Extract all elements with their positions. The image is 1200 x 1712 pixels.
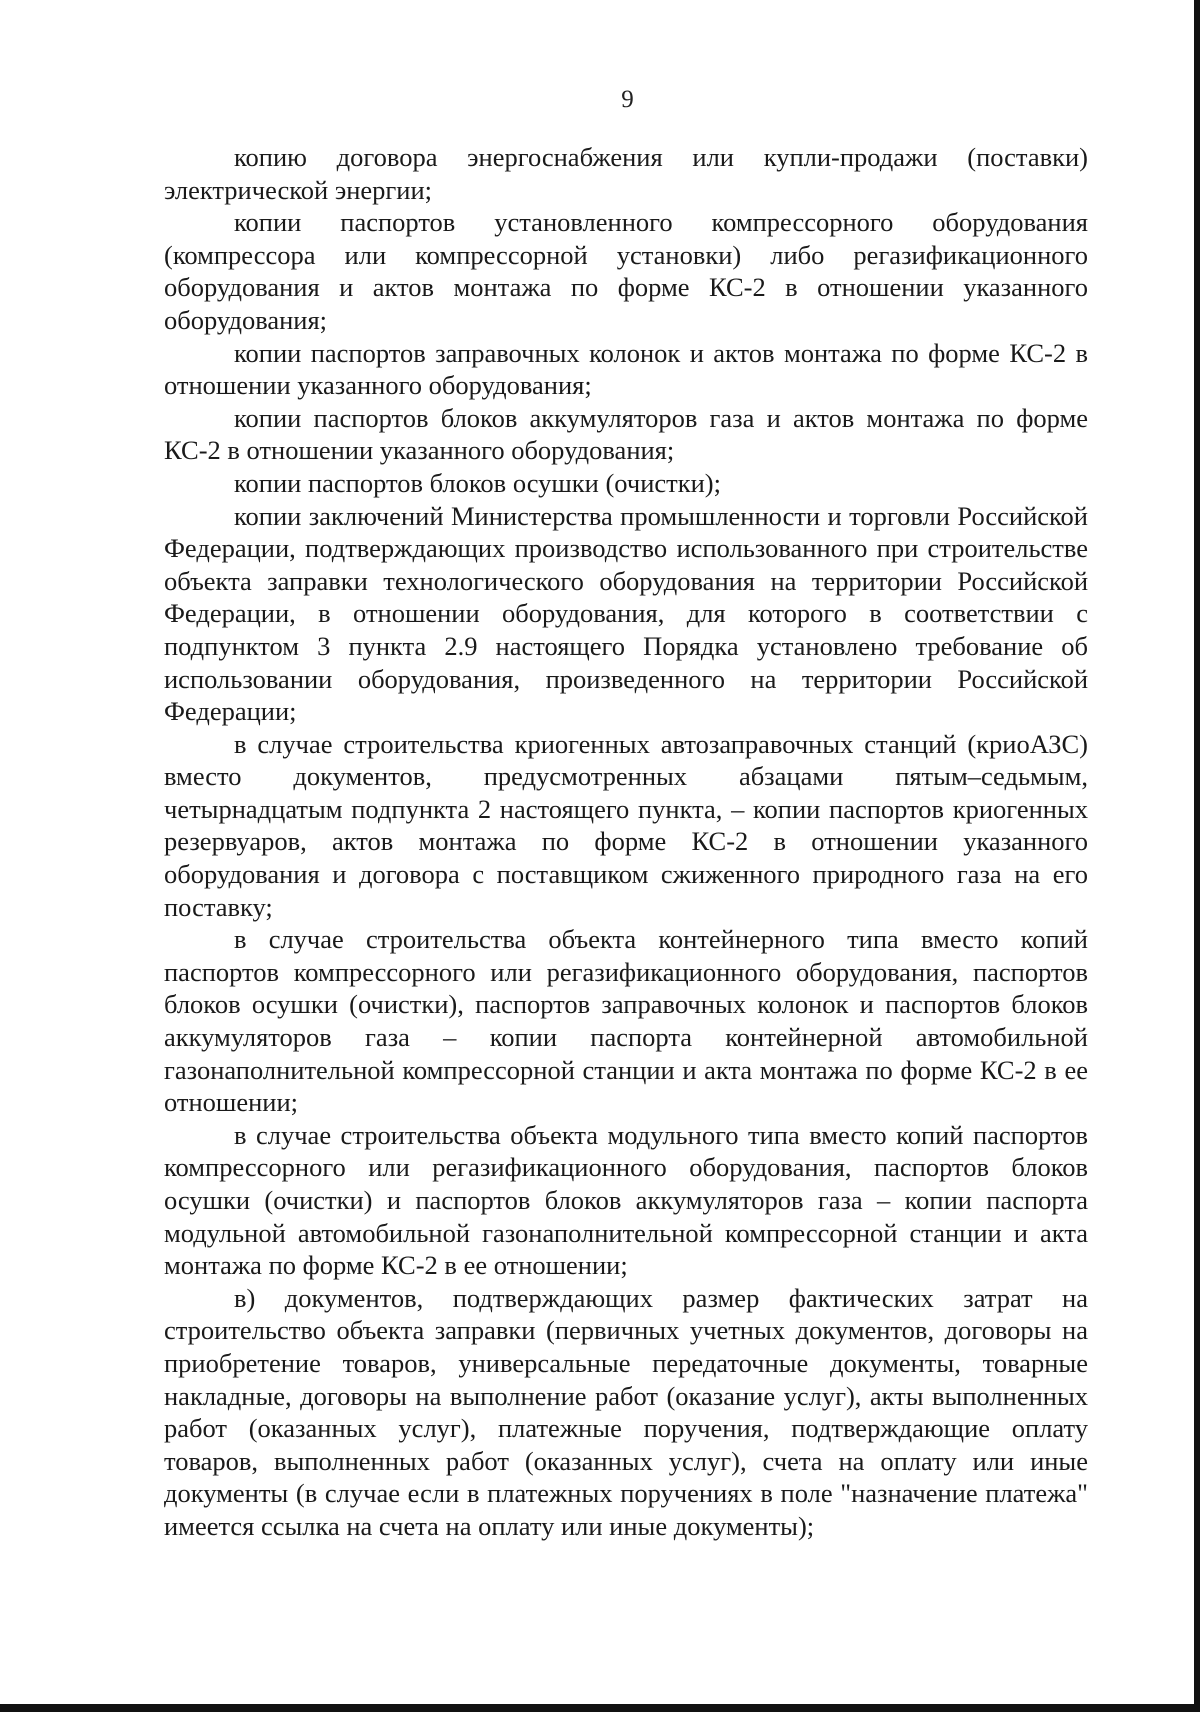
paragraph: копию договора энергоснабжения или купли-продажи (поставки) электрической энергии; <box>164 142 1088 205</box>
paragraph: в случае строительства объекта модульного типа вместо копий паспортов компрессорного или регазификационного оборудования, паспортов блоков осушки (очистки) и паспортов блоков аккумуляторов газа – копии паспорта модульной автомобильной газонаполнительной компрессорной станции и акта монтажа по форме КС-2 в ее отношении; <box>164 1119 1088 1281</box>
paragraph: в) документов, подтверждающих размер фактических затрат на строительство объекта заправки (первичных учетных документов, договоры на приобретение товаров, универсальные передаточные документы, товарные накладные, договоры на выполнение работ (оказание услуг), акты выполненных работ (оказанных услуг), платежные поручения, подтверждающие оплату товаров, выполненных работ (оказанных услуг), счета на оплату или иные документы (в случае если в платежных поручениях в поле "назначение платежа" имеется ссылка на счета на оплату или иные документы); <box>164 1282 1088 1541</box>
paragraph: копии паспортов установленного компрессорного оборудования (компрессора или компрессорной установки) либо регазификационного оборудования и актов монтажа по форме КС-2 в отношении указанного оборудования; <box>164 207 1088 335</box>
scan-edge-right <box>1194 0 1200 1712</box>
page-number: 9 <box>621 86 634 113</box>
paragraph: в случае строительства объекта контейнерного типа вместо копий паспортов компрессорного или регазификационного оборудования, паспортов блоков осушки (очистки), паспортов заправочных колонок и паспортов блоков аккумуляторов газа – копии паспорта контейнерной автомобильной газонаполнительной компрессорной станции и акта монтажа по форме КС-2 в ее отношении; <box>164 924 1088 1118</box>
scan-edge-bottom <box>0 1704 1200 1712</box>
document-body <box>164 141 1088 1543</box>
paragraph: в случае строительства криогенных автозаправочных станций (криоАЗС) вместо документов, предусмотренных абзацами пятым–седьмым, четырнадцатым подпункта 2 настоящего пункта, – копии паспортов криогенных резервуаров, актов монтажа по форме КС-2 в отношении указанного оборудования и договора с поставщиком сжиженного природного газа на его поставку; <box>164 728 1088 922</box>
paragraph: копии заключений Министерства промышленности и торговли Российской Федерации, подтверждающих производство использованного при строительстве объекта заправки технологического оборудования на территории Российской Федерации, в отношении оборудования, для которого в соответствии с подпунктом 3 пункта 2.9 настоящего Порядка установлено требование об использовании оборудования, произведенного на территории Российской Федерации; <box>164 500 1088 727</box>
paragraph: копии паспортов блоков аккумуляторов газа и актов монтажа по форме КС-2 в отношении указанного оборудования; <box>164 402 1088 466</box>
paragraph: копии паспортов заправочных колонок и актов монтажа по форме КС-2 в отношении указанного оборудования; <box>164 337 1088 401</box>
paragraph: копии паспортов блоков осушки (очистки); <box>234 467 721 498</box>
